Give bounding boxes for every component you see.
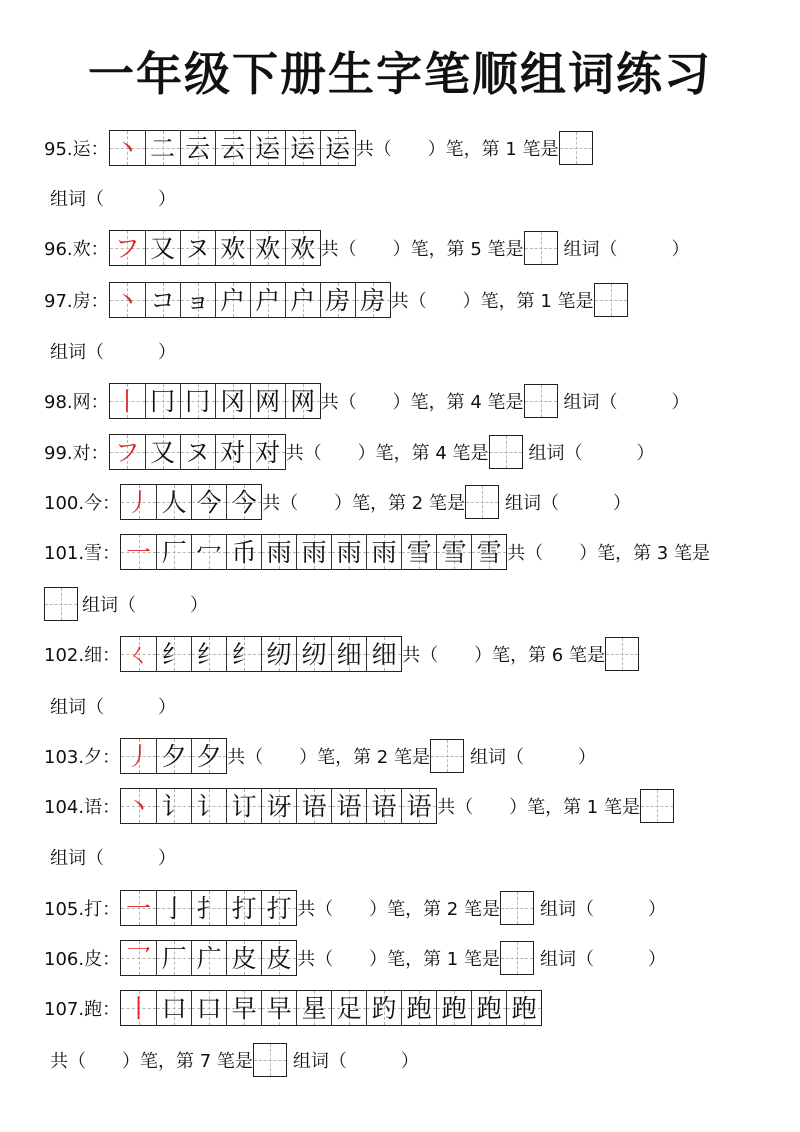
compose-word-label[interactable]: 组词（ ） xyxy=(563,239,690,260)
stroke-char: コ xyxy=(150,285,176,315)
stroke-char: 今 xyxy=(231,487,257,517)
stroke-hint: 共（ ）笔，第 3 笔是 xyxy=(507,543,710,564)
stroke-char: 纟 xyxy=(161,639,187,669)
item-107-compose xyxy=(50,1040,419,1080)
stroke-char: ヌ xyxy=(185,233,211,263)
item-label: 102.细： xyxy=(44,645,121,666)
stroke-cell xyxy=(320,131,355,165)
stroke-char: 丿 xyxy=(126,741,152,771)
stroke-cell xyxy=(156,941,191,975)
stroke-cell xyxy=(110,231,145,265)
stroke-cell xyxy=(215,231,250,265)
stroke-char: 一 xyxy=(126,893,152,923)
stroke-char: 运 xyxy=(255,133,281,163)
stroke-cell xyxy=(191,637,226,671)
item-104-compose xyxy=(50,837,176,877)
stroke-char: 房 xyxy=(360,285,386,315)
stroke-cell xyxy=(285,231,320,265)
stroke-cell xyxy=(191,535,226,569)
item-label: 96.欢： xyxy=(44,239,109,260)
stroke-order-grid xyxy=(109,383,321,419)
stroke-char: 跑 xyxy=(441,993,467,1023)
stroke-cell xyxy=(121,739,156,773)
stroke-cell xyxy=(156,991,191,1025)
stroke-cell xyxy=(296,535,331,569)
stroke-cell xyxy=(436,991,471,1025)
stroke-char: 雨 xyxy=(301,537,327,567)
stroke-cell xyxy=(191,991,226,1025)
stroke-cell xyxy=(121,535,156,569)
stroke-cell xyxy=(355,283,390,317)
answer-box[interactable] xyxy=(524,231,558,265)
page-title: 一年级下册生字笔顺组词练习 xyxy=(88,47,712,101)
stroke-cell xyxy=(250,131,285,165)
stroke-cell xyxy=(191,891,226,925)
stroke-char: 网 xyxy=(255,386,281,416)
stroke-char: 网 xyxy=(290,386,316,416)
stroke-char: 又 xyxy=(150,437,176,467)
stroke-cell xyxy=(180,435,215,469)
stroke-char: 今 xyxy=(196,487,222,517)
stroke-cell xyxy=(331,789,366,823)
stroke-char: 运 xyxy=(290,133,316,163)
stroke-cell xyxy=(191,485,226,519)
item-102-row xyxy=(44,634,639,674)
stroke-char: 户 xyxy=(255,285,281,315)
stroke-char: 人 xyxy=(161,487,187,517)
stroke-order-grid xyxy=(120,890,297,926)
stroke-order-grid xyxy=(120,990,542,1026)
stroke-cell xyxy=(285,283,320,317)
stroke-char: 雨 xyxy=(266,537,292,567)
stroke-order-grid xyxy=(109,230,321,266)
stroke-cell xyxy=(121,637,156,671)
item-101-compose xyxy=(44,584,208,624)
stroke-char: 亅 xyxy=(161,893,187,923)
answer-box[interactable] xyxy=(559,131,593,165)
stroke-cell xyxy=(121,789,156,823)
stroke-cell xyxy=(401,535,436,569)
stroke-char: 雪 xyxy=(441,537,467,567)
stroke-cell xyxy=(285,131,320,165)
answer-box[interactable] xyxy=(500,941,534,975)
stroke-cell xyxy=(331,637,366,671)
stroke-char: ョ xyxy=(185,285,211,315)
answer-box[interactable] xyxy=(640,789,674,823)
stroke-char: 讶 xyxy=(266,791,292,821)
stroke-order-grid xyxy=(120,636,402,672)
stroke-char: 跑 xyxy=(406,993,432,1023)
stroke-char: 打 xyxy=(231,893,257,923)
stroke-char: 币 xyxy=(231,537,257,567)
stroke-cell xyxy=(226,789,261,823)
item-105-row xyxy=(44,888,666,928)
stroke-char: 丶 xyxy=(114,285,140,315)
stroke-cell xyxy=(215,283,250,317)
stroke-cell xyxy=(156,789,191,823)
stroke-cell xyxy=(180,283,215,317)
stroke-char: 纫 xyxy=(266,639,292,669)
stroke-hint: 共（ ）笔，第 5 笔是 xyxy=(320,239,524,260)
stroke-char: 皮 xyxy=(266,943,292,973)
stroke-char: 夕 xyxy=(196,741,222,771)
stroke-hint: 共（ ）笔，第 2 笔是 xyxy=(297,899,500,920)
stroke-char: 纟 xyxy=(231,639,257,669)
stroke-char: ㄑ xyxy=(126,639,152,669)
stroke-char: 云 xyxy=(220,133,246,163)
compose-word-label[interactable]: 组词（ ） xyxy=(539,949,666,970)
answer-box[interactable] xyxy=(44,587,78,621)
stroke-order-grid xyxy=(120,738,227,774)
stroke-hint: 共（ ）笔，第 1 笔是 xyxy=(297,949,500,970)
stroke-hint: 共（ ）笔，第 1 笔是 xyxy=(437,797,640,818)
stroke-char: 厂 xyxy=(161,537,187,567)
stroke-char: 厂 xyxy=(161,943,187,973)
stroke-char: 雨 xyxy=(371,537,397,567)
stroke-order-grid xyxy=(109,130,356,166)
stroke-cell xyxy=(191,739,226,773)
stroke-char: 云 xyxy=(185,133,211,163)
stroke-cell xyxy=(191,941,226,975)
stroke-cell xyxy=(191,789,226,823)
stroke-cell xyxy=(121,485,156,519)
stroke-cell xyxy=(156,485,191,519)
stroke-char: 冂 xyxy=(185,386,211,416)
stroke-char: ヌ xyxy=(185,437,211,467)
item-label: 101.雪： xyxy=(44,543,121,564)
stroke-cell xyxy=(215,435,250,469)
stroke-hint: 共（ ）笔，第 7 笔是 xyxy=(50,1051,253,1072)
stroke-cell xyxy=(180,231,215,265)
stroke-char: 丶 xyxy=(114,133,140,163)
item-98-row xyxy=(44,381,690,421)
item-label: 99.对： xyxy=(44,443,109,464)
stroke-char: 欢 xyxy=(290,233,316,263)
item-label: 98.网： xyxy=(44,392,109,413)
stroke-char: 一 xyxy=(126,537,152,567)
stroke-cell xyxy=(156,637,191,671)
stroke-char: 丿 xyxy=(126,487,152,517)
stroke-char: 趵 xyxy=(371,993,397,1023)
stroke-char: 房 xyxy=(325,285,351,315)
stroke-cell xyxy=(110,384,145,418)
stroke-char: 雪 xyxy=(476,537,502,567)
stroke-char: 对 xyxy=(255,437,281,467)
compose-word-label[interactable]: 组词（ ） xyxy=(504,493,631,514)
compose-word-label[interactable]: 组词（ ） xyxy=(50,342,176,363)
stroke-hint: 共（ ）笔，第 1 笔是 xyxy=(355,139,559,160)
stroke-cell xyxy=(401,789,436,823)
stroke-cell xyxy=(320,283,355,317)
answer-box[interactable] xyxy=(524,384,558,418)
stroke-cell xyxy=(215,384,250,418)
stroke-cell xyxy=(110,435,145,469)
stroke-char: 欢 xyxy=(220,233,246,263)
stroke-cell xyxy=(226,941,261,975)
stroke-cell xyxy=(296,789,331,823)
answer-box[interactable] xyxy=(594,283,628,317)
stroke-char: 户 xyxy=(290,285,316,315)
stroke-cell xyxy=(226,535,261,569)
item-95-compose xyxy=(50,178,176,218)
stroke-cell xyxy=(156,535,191,569)
stroke-char: 又 xyxy=(150,233,176,263)
stroke-char: 跑 xyxy=(476,993,502,1023)
item-106-row xyxy=(44,938,666,978)
stroke-order-grid xyxy=(120,788,437,824)
stroke-cell xyxy=(250,384,285,418)
stroke-hint: 共（ ）笔，第 2 笔是 xyxy=(227,747,430,768)
stroke-char: 讠 xyxy=(196,791,222,821)
compose-word-label[interactable]: 组词（ ） xyxy=(528,443,655,464)
stroke-cell xyxy=(145,435,180,469)
stroke-char: 口 xyxy=(196,993,222,1023)
stroke-char: 星 xyxy=(301,993,327,1023)
stroke-char: 扌 xyxy=(196,893,222,923)
stroke-char: 讠 xyxy=(161,791,187,821)
stroke-cell xyxy=(296,991,331,1025)
stroke-cell xyxy=(121,991,156,1025)
stroke-char: 细 xyxy=(336,639,362,669)
stroke-cell xyxy=(506,991,541,1025)
item-97-row xyxy=(44,280,628,320)
answer-box[interactable] xyxy=(500,891,534,925)
stroke-char: フ xyxy=(114,233,140,263)
item-104-row xyxy=(44,786,674,826)
stroke-char: 皮 xyxy=(231,943,257,973)
stroke-order-grid xyxy=(109,434,286,470)
stroke-char: 户 xyxy=(220,285,246,315)
stroke-order-grid xyxy=(109,282,391,318)
stroke-char: 语 xyxy=(406,791,432,821)
compose-word-label[interactable]: 组词（ ） xyxy=(50,697,176,718)
item-102-compose xyxy=(50,686,176,726)
item-103-row xyxy=(44,736,596,776)
stroke-char: 细 xyxy=(371,639,397,669)
stroke-cell xyxy=(156,891,191,925)
compose-word-label[interactable]: 组词（ ） xyxy=(469,747,596,768)
item-label: 106.皮： xyxy=(44,949,121,970)
stroke-cell xyxy=(261,941,296,975)
stroke-cell xyxy=(226,637,261,671)
stroke-char: 足 xyxy=(336,993,362,1023)
stroke-char: 语 xyxy=(336,791,362,821)
stroke-char: 运 xyxy=(325,133,351,163)
item-95-row xyxy=(44,128,593,168)
stroke-char: 语 xyxy=(371,791,397,821)
stroke-cell xyxy=(471,535,506,569)
stroke-cell xyxy=(401,991,436,1025)
stroke-char: 丨 xyxy=(126,993,152,1023)
stroke-char: 语 xyxy=(301,791,327,821)
compose-word-label[interactable]: 组词（ ） xyxy=(292,1051,419,1072)
stroke-cell xyxy=(145,283,180,317)
compose-word-label[interactable]: 组词（ ） xyxy=(82,595,208,616)
compose-word-label[interactable]: 组词（ ） xyxy=(50,189,176,210)
stroke-cell xyxy=(145,131,180,165)
stroke-cell xyxy=(366,535,401,569)
stroke-cell xyxy=(261,637,296,671)
stroke-char: 口 xyxy=(161,993,187,1023)
stroke-char: 雨 xyxy=(336,537,362,567)
item-label: 97.房： xyxy=(44,291,109,312)
answer-box[interactable] xyxy=(605,637,639,671)
stroke-char: 纟 xyxy=(196,639,222,669)
stroke-cell xyxy=(110,283,145,317)
stroke-cell xyxy=(261,789,296,823)
stroke-cell xyxy=(226,485,261,519)
stroke-hint: 共（ ）笔，第 4 笔是 xyxy=(320,392,524,413)
stroke-cell xyxy=(436,535,471,569)
stroke-cell xyxy=(285,384,320,418)
item-label: 105.打： xyxy=(44,899,121,920)
item-label: 95.运： xyxy=(44,139,109,160)
stroke-hint: 共（ ）笔，第 2 笔是 xyxy=(262,493,465,514)
stroke-char: 广 xyxy=(196,943,222,973)
stroke-char: 对 xyxy=(220,437,246,467)
item-96-row xyxy=(44,228,690,268)
stroke-char: 早 xyxy=(231,993,257,1023)
item-label: 103.夕： xyxy=(44,747,121,768)
stroke-cell xyxy=(110,131,145,165)
stroke-char: 打 xyxy=(266,893,292,923)
stroke-cell xyxy=(180,131,215,165)
stroke-cell xyxy=(331,991,366,1025)
compose-word-label[interactable]: 组词（ ） xyxy=(539,899,666,920)
item-107-row xyxy=(44,988,542,1028)
answer-box[interactable] xyxy=(489,435,523,469)
stroke-char: 夕 xyxy=(161,741,187,771)
stroke-cell xyxy=(215,131,250,165)
stroke-cell xyxy=(261,891,296,925)
stroke-char: 冖 xyxy=(196,537,222,567)
stroke-cell xyxy=(366,991,401,1025)
stroke-char: 乛 xyxy=(126,943,152,973)
stroke-cell xyxy=(145,231,180,265)
answer-box[interactable] xyxy=(430,739,464,773)
stroke-char: 早 xyxy=(266,993,292,1023)
item-101-row xyxy=(44,532,710,572)
item-97-compose xyxy=(50,331,176,371)
stroke-char: 丶 xyxy=(126,791,152,821)
compose-word-label[interactable]: 组词（ ） xyxy=(563,392,690,413)
stroke-char: フ xyxy=(114,437,140,467)
stroke-cell xyxy=(121,941,156,975)
answer-box[interactable] xyxy=(465,485,499,519)
stroke-cell xyxy=(366,637,401,671)
stroke-cell xyxy=(261,535,296,569)
stroke-cell xyxy=(250,435,285,469)
stroke-hint: 共（ ）笔，第 4 笔是 xyxy=(285,443,489,464)
stroke-cell xyxy=(121,891,156,925)
stroke-cell xyxy=(366,789,401,823)
stroke-char: 纫 xyxy=(301,639,327,669)
stroke-order-grid xyxy=(120,534,507,570)
stroke-order-grid xyxy=(120,484,262,520)
stroke-char: 雪 xyxy=(406,537,432,567)
stroke-cell xyxy=(296,637,331,671)
stroke-char: 跑 xyxy=(511,993,537,1023)
stroke-cell xyxy=(331,535,366,569)
stroke-cell xyxy=(226,991,261,1025)
answer-box[interactable] xyxy=(253,1043,287,1077)
stroke-cell xyxy=(250,231,285,265)
stroke-char: 二 xyxy=(150,133,176,163)
item-100-row xyxy=(44,482,631,522)
item-99-row xyxy=(44,432,655,472)
stroke-hint: 共（ ）笔，第 1 笔是 xyxy=(390,291,594,312)
stroke-hint: 共（ ）笔，第 6 笔是 xyxy=(402,645,605,666)
stroke-char: 丨 xyxy=(114,386,140,416)
stroke-cell xyxy=(261,991,296,1025)
stroke-cell xyxy=(180,384,215,418)
stroke-cell xyxy=(250,283,285,317)
stroke-order-grid xyxy=(120,940,297,976)
stroke-char: 欢 xyxy=(255,233,281,263)
stroke-cell xyxy=(226,891,261,925)
stroke-char: 订 xyxy=(231,791,257,821)
item-label: 100.今： xyxy=(44,493,121,514)
stroke-char: 冈 xyxy=(220,386,246,416)
stroke-char: 冂 xyxy=(150,386,176,416)
item-label: 104.语： xyxy=(44,797,121,818)
stroke-cell xyxy=(471,991,506,1025)
item-label: 107.跑： xyxy=(44,999,121,1020)
stroke-cell xyxy=(145,384,180,418)
compose-word-label[interactable]: 组词（ ） xyxy=(50,848,176,869)
stroke-cell xyxy=(156,739,191,773)
